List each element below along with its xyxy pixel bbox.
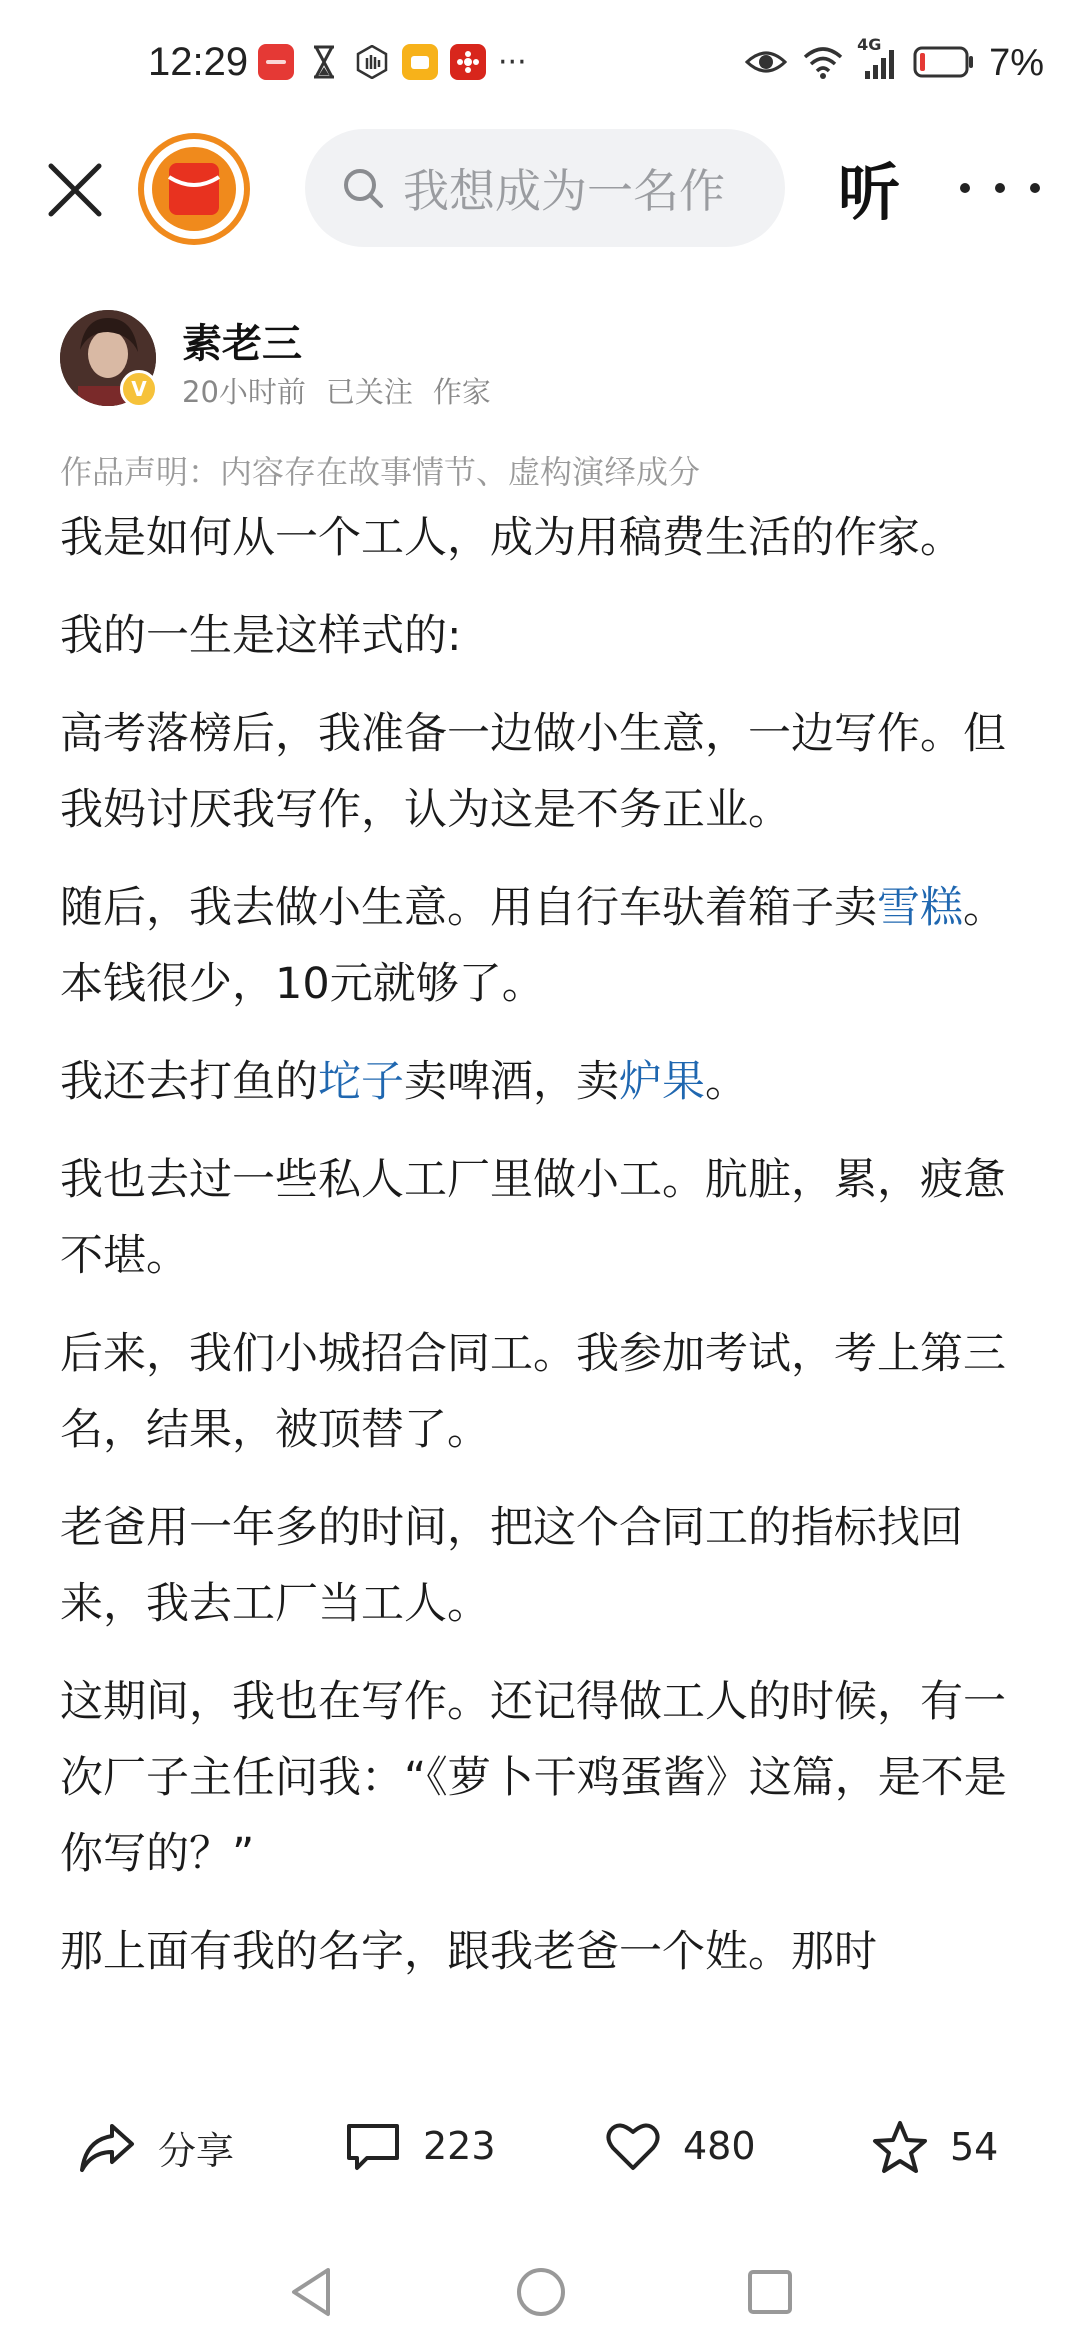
battery-icon: [913, 45, 975, 83]
share-button[interactable]: [78, 2120, 234, 2175]
eye-comfort-icon: [745, 48, 787, 80]
post-time: 20小时前: [182, 375, 306, 409]
system-nav-bar: [0, 2240, 1080, 2340]
paragraph-text: 。: [705, 1057, 748, 1107]
like-count: 480: [683, 2124, 756, 2168]
hourglass-icon: [306, 44, 342, 80]
paragraph: 我也去过一些私人工厂里做小工。肮脏，累，疲惫不堪。: [60, 1155, 1006, 1281]
close-button[interactable]: [40, 155, 110, 225]
paragraph-text: 卖啤酒，卖: [404, 1057, 619, 1107]
close-icon: [47, 162, 103, 218]
follow-status[interactable]: 已关注: [325, 375, 413, 409]
paragraph: 我的一生是这样式的:: [60, 611, 462, 661]
status-time: 12:29: [148, 40, 249, 84]
paragraph: 高考落榜后，我准备一边做小生意，一边写作。但我妈讨厌我写作，认为这是不务正业。: [60, 709, 1006, 835]
signal-icon: [857, 34, 899, 81]
like-button[interactable]: [605, 2120, 756, 2172]
heart-icon: [605, 2120, 661, 2172]
more-dot: [995, 183, 1005, 193]
huawei-app-icon: [258, 44, 294, 80]
search-icon: [341, 166, 385, 210]
more-dot: [960, 183, 970, 193]
keyword-link[interactable]: 雪糕: [877, 883, 963, 933]
author-role: 作家: [432, 375, 491, 409]
comment-count: 223: [423, 2124, 496, 2168]
favorite-button[interactable]: [872, 2120, 998, 2174]
verified-badge-icon: V: [120, 370, 158, 408]
content-disclaimer: 作品声明：内容存在故事情节、虚构演绎成分: [60, 453, 701, 491]
more-dot: [1030, 183, 1040, 193]
paragraph: 我是如何从一个工人，成为用稿费生活的作家。: [60, 513, 963, 563]
paragraph: [60, 1044, 1035, 1120]
battery-percent: 7%: [989, 42, 1044, 84]
keyword-link[interactable]: 坨子: [318, 1057, 404, 1107]
paragraph-text: 随后，我去做小生意。用自行车驮着箱子卖: [60, 883, 877, 933]
comment-icon: [345, 2120, 401, 2172]
favorite-count: 54: [950, 2125, 999, 2169]
folder-icon: [402, 44, 438, 80]
search-placeholder: 我想成为一名作: [403, 164, 725, 218]
paragraph: 老爸用一年多的时间，把这个合同工的指标找回来，我去工厂当工人。: [60, 1503, 963, 1629]
share-icon: [78, 2122, 136, 2174]
paragraph-text: 。本钱很少，10元就够了。: [60, 883, 1006, 1009]
paragraph: 那上面有我的名字，跟我老爸一个姓。那时: [60, 1927, 877, 1977]
flower-app-icon: [450, 44, 486, 80]
red-packet-button[interactable]: [138, 133, 250, 245]
wifi-icon: [801, 45, 845, 83]
listen-button[interactable]: 听: [838, 156, 901, 229]
red-packet-icon: [138, 133, 250, 245]
author-name[interactable]: 素老三: [182, 321, 302, 367]
keyword-link[interactable]: 炉果: [619, 1057, 705, 1107]
paragraph: 这期间，我也在写作。还记得做工人的时候，有一次厂子主任问我：“《萝卜干鸡蛋酱》这篇，是不是你写的？”: [60, 1677, 1007, 1879]
more-options-button[interactable]: [960, 153, 1040, 223]
star-icon: [872, 2120, 928, 2174]
search-bar[interactable]: [305, 129, 785, 247]
network-type: 4G: [857, 34, 882, 54]
paragraph-text: 我还去打鱼的: [60, 1057, 318, 1107]
system-status-icons: [745, 34, 1044, 85]
hand-icon: [354, 44, 390, 80]
status-bar: [0, 0, 1080, 130]
action-bar: [0, 2100, 1080, 2200]
share-label: 分享: [158, 2129, 235, 2173]
comment-button[interactable]: [345, 2120, 496, 2172]
article-body: [60, 500, 1035, 2012]
author-meta: [182, 370, 491, 411]
paragraph: 后来，我们小城招合同工。我参加考试，考上第三名，结果，被顶替了。: [60, 1329, 1006, 1455]
paragraph: [60, 870, 1035, 1022]
more-notifications-icon: ···: [498, 44, 527, 80]
top-nav: [0, 125, 1080, 255]
notification-icons: [258, 44, 527, 80]
recents-nav-icon[interactable]: [746, 2268, 794, 2316]
home-nav-icon[interactable]: [515, 2266, 567, 2318]
back-nav-icon[interactable]: [288, 2266, 334, 2318]
